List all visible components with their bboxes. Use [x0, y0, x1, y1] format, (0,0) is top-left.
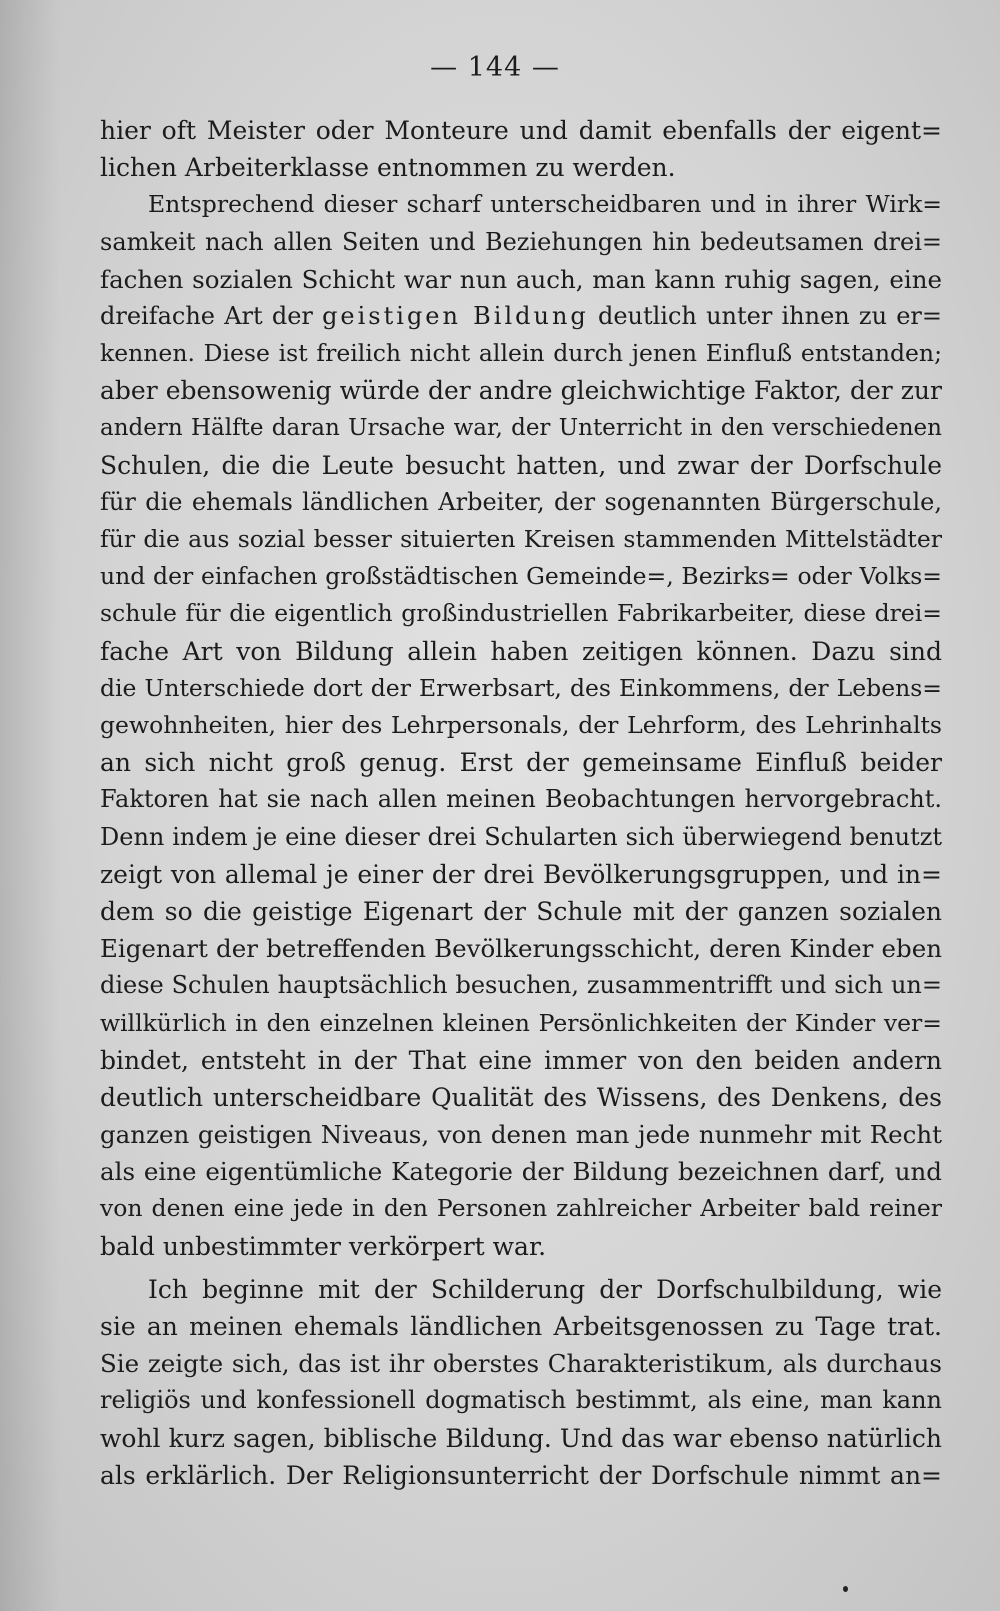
body-text: [100, 112, 942, 1494]
text-line: Sie zeigte sich, das ist ihr oberstes Charakteristikum, als durchaus: [100, 1349, 942, 1379]
text-line: fachen sozialen Schicht war nun auch, man kann ruhig sagen, eine: [100, 264, 942, 294]
text-line: kennen. Diese ist freilich nicht allein durch jenen Einfluß entstanden;: [100, 339, 942, 368]
text-line: Faktoren hat sie nach allen meinen Beobachtungen hervorgebracht.: [100, 785, 942, 814]
text-line: und der einfachen großstädtischen Gemeinde=, Bezirks= oder Volks=: [100, 562, 942, 591]
text-line: zeigt von allemal je einer der drei Bevölkerungsgruppen, und in=: [100, 859, 942, 889]
page-gutter-shadow: [0, 0, 60, 1611]
text-line: ganzen geistigen Niveaus, von denen man jede nunmehr mit Recht: [100, 1120, 942, 1150]
page-number: — 144 —: [430, 52, 560, 83]
emphasized-phrase: geistigen Bildung: [322, 301, 589, 330]
text-line: Denn indem je eine dieser drei Schularten sich überwiegend benutzt: [100, 822, 942, 851]
text-line: schule für die eigentlich großindustriellen Fabrikarbeiter, diese drei=: [100, 599, 942, 628]
text-line: Ich beginne mit der Schilderung der Dorfschulbildung, wie: [148, 1274, 942, 1304]
text-line: deutlich unterscheidbare Qualität des Wissens, des Denkens, des: [100, 1082, 942, 1112]
text-line: lichen Arbeiterklasse entnommen zu werden.: [100, 153, 676, 183]
text-line: fache Art von Bildung allein haben zeitigen können. Dazu sind: [100, 636, 942, 666]
text-line: an sich nicht groß genug. Erst der gemeinsame Einfluß beider: [100, 748, 942, 778]
text-line: aber ebensowenig würde der andre gleichwichtige Faktor, der zur: [100, 376, 942, 406]
text-line: für die aus sozial besser situierten Kreisen stammenden Mittelstädter: [100, 525, 942, 554]
text-line: wohl kurz sagen, biblische Bildung. Und das war ebenso natürlich: [100, 1423, 942, 1453]
text-line: von denen eine jede in den Personen zahlreicher Arbeiter bald reiner: [100, 1194, 942, 1223]
text-line: gewohnheiten, hier des Lehrpersonals, der Lehrform, des Lehrinhalts: [100, 711, 942, 739]
text-line: dreifache Art der geistigen Bildung deutlich unter ihnen zu er=: [100, 301, 942, 330]
text-line: Entsprechend dieser scharf unterscheidbaren und in ihrer Wirk=: [148, 190, 942, 219]
text-line: bald unbestimmter verkörpert war.: [100, 1231, 547, 1261]
ink-speck: [843, 1586, 848, 1592]
text-line: Eigenart der betreffenden Bevölkerungsschicht, deren Kinder eben: [100, 934, 942, 964]
text-line: willkürlich in den einzelnen kleinen Persönlichkeiten der Kinder ver=: [100, 1008, 942, 1037]
text-line: samkeit nach allen Seiten und Beziehungen hin bedeutsamen drei=: [100, 227, 942, 256]
text-line: als eine eigentümliche Kategorie der Bildung bezeichnen darf, und: [100, 1157, 942, 1187]
text-line: andern Hälfte daran Ursache war, der Unterricht in den verschiedenen: [100, 414, 942, 441]
text-line: als erklärlich. Der Religionsunterricht der Dorfschule nimmt an=: [100, 1460, 942, 1490]
text-line: sie an meinen ehemals ländlichen Arbeitsgenossen zu Tage trat.: [100, 1312, 942, 1341]
text-line: dem so die geistige Eigenart der Schule mit der ganzen sozialen: [100, 896, 942, 926]
text-line: Schulen, die die Leute besucht hatten, und zwar der Dorfschule: [100, 450, 942, 480]
text-line: diese Schulen hauptsächlich besuchen, zusammentrifft und sich un=: [100, 971, 942, 1000]
text-line: bindet, entsteht in der That eine immer von den beiden andern: [100, 1045, 942, 1075]
text-line: für die ehemals ländlichen Arbeiter, der sogenannten Bürgerschule,: [100, 487, 942, 516]
text-line: die Unterschiede dort der Erwerbsart, des Einkommens, der Lebens=: [100, 673, 942, 702]
text-line: hier oft Meister oder Monteure und damit ebenfalls der eigent=: [100, 116, 942, 145]
text-line: religiös und konfessionell dogmatisch bestimmt, als eine, man kann: [100, 1386, 942, 1415]
